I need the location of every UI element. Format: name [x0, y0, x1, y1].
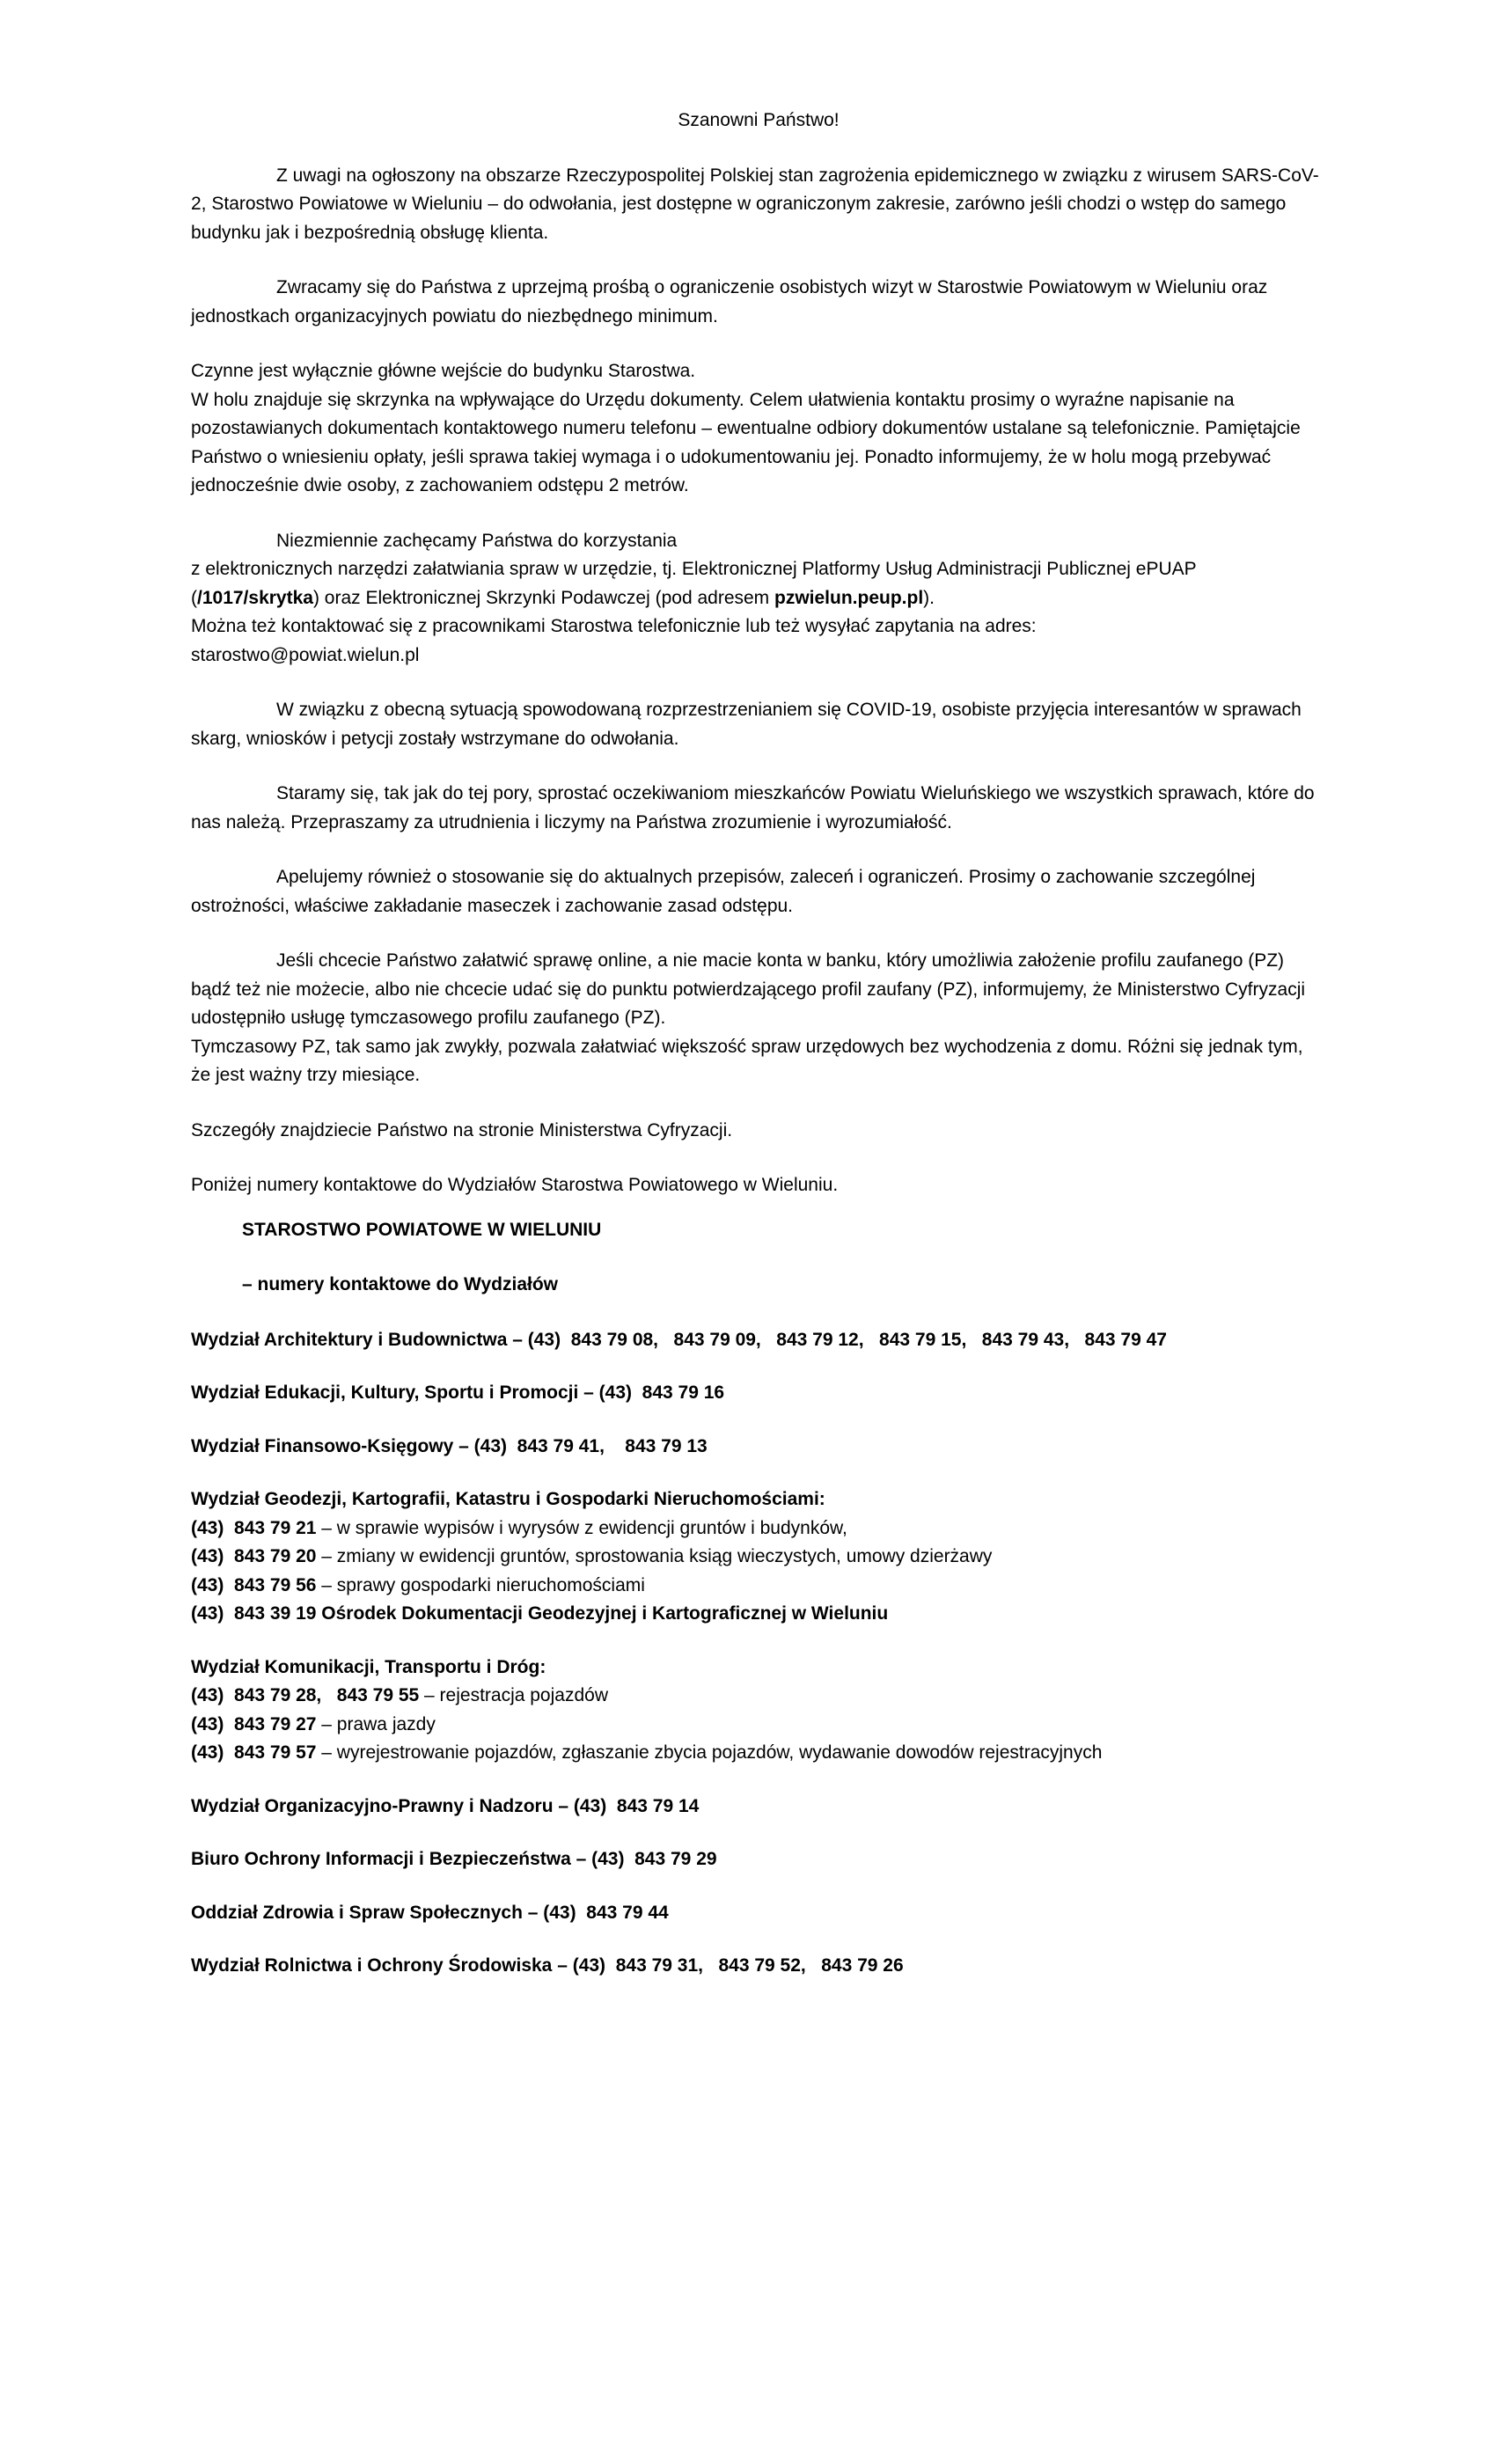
paragraph-trusted-profile: Jeśli chcecie Państwo załatwić sprawę online, a nie macie konta w banku, który umożliwia założenie profilu zaufanego (PZ) bądź też nie możecie, albo nie chcecie udać się do punktu potwierdzającego profil zaufany (PZ), informujemy, że Ministerstwo Cyfryzacji udostępniło usługę tymczasowego profilu zaufanego (PZ).: [191, 950, 1306, 1028]
paragraph-temporary-profile: Tymczasowy PZ, tak samo jak zwykły, pozwala załatwiać większość spraw urzędowych bez wychodzenia z domu. Różni się jednak tym, że jest ważny trzy miesiące.: [191, 1036, 1303, 1085]
list-item: (43) 843 79 21 – w sprawie wypisów i wyrysów z ewidencji gruntów i budynków,: [191, 1517, 847, 1538]
list-item: (43) 843 79 20 – zmiany w ewidencji gruntów, sprostowania ksiąg wieczystych, umowy dzierżawy: [191, 1546, 993, 1566]
paragraph-document-box: W holu znajduje się skrzynka na wpływające do Urzędu dokumenty. Celem ułatwienia kontaktu prosimy o wyraźne napisanie na pozostawianych dokumentach kontaktowego numeru telefonu – ewentualne odbiory dokumentów ustalane są telefonicznie. Pamiętajcie Państwo o wniesieniu opłaty, jeśli sprawa takiej wymaga i o udokumentowaniu jej. Ponadto informujemy, że w holu mogą przebywać jednocześnie dwie osoby, z zachowaniem odstępu 2 metrów.: [191, 389, 1301, 495]
contacts-heading: STAROSTWO POWIATOWE W WIELUNIU: [242, 1219, 602, 1240]
dept-architektura: Wydział Architektury i Budownictwa – (43) 843 79 08, 843 79 09, 843 79 12, 843 79 15, 843 79 43, 843 79 47: [191, 1329, 1167, 1350]
paragraph-ministry-details: Szczegóły znajdziecie Państwo na stronie Ministerstwa Cyfryzacji.: [191, 1119, 733, 1140]
list-item: (43) 843 79 57 – wyrejestrowanie pojazdów, zgłaszanie zbycia pojazdów, wydawanie dowodów rejestracyjnych: [191, 1742, 1103, 1763]
paragraph-epidemic-notice: Z uwagi na ogłoszony na obszarze Rzeczypospolitej Polskiej stan zagrożenia epidemicznego w związku z wirusem SARS-CoV-2, Starostwo Powiatowe w Wieluniu – do odwołania, jest dostępne w ograniczonym zakresie, zarówno jeśli chodzi o wstęp do samego budynku jak i bezpośrednią obsługę klienta.: [191, 165, 1319, 243]
dept-finanse: Wydział Finansowo-Księgowy – (43) 843 79 41, 843 79 13: [191, 1435, 708, 1456]
dept-organizacyjny: Wydział Organizacyjno-Prawny i Nadzoru – (43) 843 79 14: [191, 1795, 700, 1816]
email-address-link[interactable]: starostwo@powiat.wielun.pl: [191, 644, 420, 665]
paragraph-electronic-tools: z elektronicznych narzędzi załatwiania spraw w urzędzie, tj. Elektronicznej Platformy Usług Administracji Publicznej ePUAP (/1017/skrytka) oraz Elektronicznej Skrzynki Podawczej (pod adresem pzwielun.peup.pl).: [191, 559, 1197, 608]
dept-geodezja-list: [191, 1514, 1326, 1629]
paragraph-apology: Staramy się, tak jak do tej pory, sprostać oczekiwaniom mieszkańców Powiatu Wieluńskiego we wszystkich sprawach, które do nas należą. Przepraszamy za utrudnienia i liczymy na Państwa zrozumienie i wyrozumiałość.: [191, 783, 1315, 832]
epuap-skrytka-address: /1017/skrytka: [197, 587, 313, 608]
paragraph-main-entrance: Czynne jest wyłącznie główne wejście do budynku Starostwa.: [191, 361, 696, 381]
list-item: (43) 843 79 56 – sprawy gospodarki nieruchomościami: [191, 1574, 645, 1595]
dept-komunikacja-list: [191, 1682, 1326, 1768]
dept-komunikacja-heading: Wydział Komunikacji, Transportu i Dróg:: [191, 1656, 546, 1677]
contacts-subheading: – numery kontaktowe do Wydziałów: [242, 1274, 559, 1294]
dept-edukacja: Wydział Edukacji, Kultury, Sportu i Promocji – (43) 843 79 16: [191, 1382, 725, 1403]
paragraph-covid-reception: W związku z obecną sytuacją spowodowaną rozprzestrzenianiem się COVID-19, osobiste przyjęcia interesantów w sprawach skarg, wniosków i petycji zostały wstrzymane do odwołania.: [191, 700, 1302, 749]
paragraph-electronic-tools-intro: Niezmiennie zachęcamy Państwa do korzystania: [276, 530, 678, 551]
paragraph-appeal: Apelujemy również o stosowanie się do aktualnych przepisów, zaleceń i ograniczeń. Prosimy o zachowanie szczególnej ostrożności, właściwe zakładanie maseczek i zachowanie zasad odstępu.: [191, 867, 1256, 916]
list-item: (43) 843 79 27 – prawa jazdy: [191, 1713, 436, 1734]
dept-biuro: Biuro Ochrony Informacji i Bezpieczeństwa – (43) 843 79 29: [191, 1849, 717, 1869]
dept-zdrowie: Oddział Zdrowia i Spraw Społecznych – (43) 843 79 44: [191, 1902, 669, 1923]
paragraph-contact-by-phone: Można też kontaktować się z pracownikami Starostwa telefonicznie lub też wysyłać zapytania na adres:: [191, 616, 1037, 636]
dept-geodezja-heading: Wydział Geodezji, Kartografii, Katastru i Gospodarki Nieruchomościami:: [191, 1489, 825, 1509]
paragraph-contact-numbers-intro: Poniżej numery kontaktowe do Wydziałów Starostwa Powiatowego w Wieluniu.: [191, 1175, 839, 1195]
esp-address-link[interactable]: pzwielun.peup.pl: [774, 587, 924, 608]
document-title: Szanowni Państwo!: [678, 110, 840, 130]
dept-rolnictwo: Wydział Rolnictwa i Ochrony Środowiska – (43) 843 79 31, 843 79 52, 843 79 26: [191, 1955, 904, 1976]
paragraph-limit-visits: Zwracamy się do Państwa z uprzejmą prośbą o ograniczenie osobistych wizyt w Starostwie Powiatowym w Wieluniu oraz jednostkach organizacyjnych powiatu do niezbędnego minimum.: [191, 277, 1268, 326]
list-item: (43) 843 39 19 Ośrodek Dokumentacji Geodezyjnej i Kartograficznej w Wieluniu: [191, 1603, 889, 1624]
document-body: [191, 106, 1326, 1981]
list-item: (43) 843 79 28, 843 79 55 – rejestracja pojazdów: [191, 1685, 608, 1705]
